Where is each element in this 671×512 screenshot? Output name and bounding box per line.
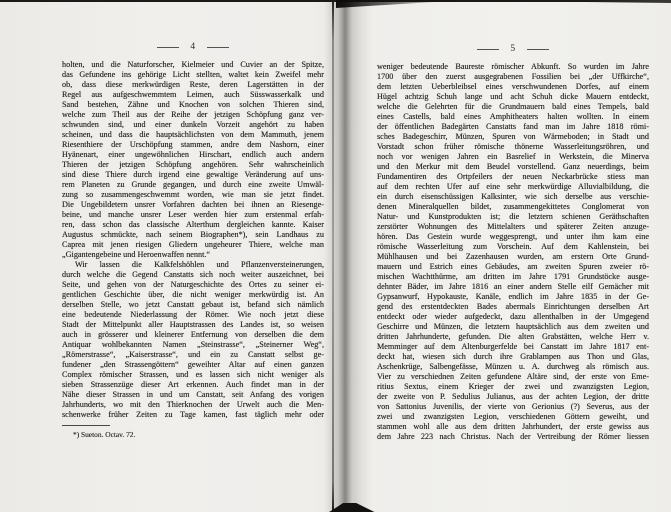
text-line: Nähe dieser Strassen in und um Canstatt, seit Anfang des vorigen [62, 390, 324, 399]
text-line: und den Merkur mit dem Beudel vorstellend. Ganz neuerdings, beim [377, 162, 649, 171]
text-line: von Sattonius Juvenilis, der vierte von Gerionius (?) Severus, aus der [377, 402, 649, 411]
text-line: Complex römischer Strassen, und es lassen sich nicht weniger als [62, 370, 324, 379]
text-line: zung so zusammengeschwemmt worden, wie man sie jetzt findet. [62, 190, 324, 199]
page-number-left: 4 [190, 42, 196, 52]
text-line: 1700 über den zuerst ausgegrabenen Fossilien bei „der Uffkirche“, [377, 72, 649, 81]
text-line: gentlichen Geschichte über, die nicht weniger merkwürdig ist. An [62, 290, 324, 299]
text-line: welche die Gelehrten für die Grundmauern bald eines Tempels, bald [377, 102, 649, 111]
text-line: Fundamentiren des Ortpfeilers der neuen Neckarbrücke stiess man [377, 172, 649, 181]
text-line: Thieren der jetzigen Schöpfung angehören. Sehr wahrscheinlich [62, 160, 324, 169]
text-line: Hyänenart, einer ungewöhnlichen Hirschart, endlich auch andern [62, 150, 324, 159]
text-line: beine, und manche unsrer Leser werden hier zum erstenmal erfah- [62, 210, 324, 219]
text-line: Die Ungebildetern unsrer Vorfahren dachten bei ihnen an Riesenge- [62, 200, 324, 209]
text-line: Vorstadt schon früher römische thönerne Wasserleitungsröhren, und [377, 142, 649, 151]
text-line: „Gigantengebeine und Heroenwaffen nennt.“ [62, 250, 211, 259]
footnote-rule [62, 425, 110, 426]
text-line: Memminger auf dem Altenburgerfelde bei Canstatt im Jahre 1817 ent- [377, 342, 649, 351]
text-line: auch in grösserer und kleinerer Entfernung von derselben die dem [62, 330, 324, 339]
text-line: Seite, und gehen von der Naturgeschichte des Ortes zu seiner ei- [62, 280, 324, 289]
text-line: scheinen, und dass die hauptsächlichsten von dem Mammuth, jenem [62, 130, 324, 139]
text-line: Hügel achtzig Schuh lange und acht Schuh dicke Mauern entdeckt, [377, 92, 649, 101]
scan-top-edge [0, 0, 671, 2]
text-line: denen Mineralquellen bildet, zusammengekittetes Conglomerat von [377, 202, 649, 211]
text-line: hören. Das Gestein wurde weggesprengt, und unter ihm kam eine [377, 232, 649, 241]
text-line: Caprea mit jenen riesigen Gliedern ungeheurer Thiere, welche man [62, 240, 324, 249]
text-line: fundener „den Strassengöttern“ geweihter Altar auf einen ganzen [62, 360, 324, 369]
text-line: deckt hat, wiesen sich durch ihre Grablampen aus Thon und Glas, [377, 352, 649, 361]
text-line: Wir lassen die Kalkfelshöhlen und Pflanzenversteinerungen, [75, 260, 324, 269]
text-line: sieben Strassenzüge dieser Art erkennen. Auch findet man in der [62, 380, 324, 389]
text-line: Mühlhausen und bei Zazenhausen wurden, am erstern Orte Grund- [377, 252, 649, 261]
text-line: dritten Jahrhunderte, gefunden. Die alten Grabstätten, welche Herr v. [377, 332, 649, 341]
text-line: ritius Sextus, einem Krieger der zwei und zwanzigsten Legion, [377, 382, 649, 391]
scan-top-gutter-shadow [336, 0, 466, 8]
text-line: sind diese Thiere durch irgend eine gewaltige Veränderung auf uns- [62, 170, 324, 179]
text-line: entdeckt oder wieder aufgedeckt, dazu allenthalben in der Umgegend [377, 312, 649, 321]
text-line: sches Badegeschirr, Münzen, Spuren von Wärmeboden; in Stadt und [377, 132, 649, 141]
text-line: eines Castells, bald eines Amphitheaters halten wollten. In einem [377, 112, 649, 121]
text-line: dehnter Bäder, im Jahre 1816 an einer andern Stelle eilf Gemächer mit [377, 282, 649, 291]
text-line: weniger bedeutende Baureste römischer Abkunft. So wurden im Jahre [377, 62, 649, 71]
text-line: Gypsanwurf, Hypokauste, Kanäle, endlich im Jahre 1835 in der Ge- [377, 292, 649, 301]
text-line: Antiquar wohlbekannten Namen „Steinstrasse“, „Steinerner Weg“, [62, 340, 324, 349]
text-line: mauern und Estrich eines Gebäudes, am zweiten Spuren zweier rö- [377, 262, 649, 271]
page-header-left [62, 42, 324, 52]
page-header-right [377, 44, 649, 54]
text-line: zwei und zwanzigsten Legion, verschiedenen Göttern geweiht, und [377, 412, 649, 421]
text-line: auf dem rechten Ufer auf eine sehr merkwürdige Alluvialbildung, die [377, 182, 649, 191]
text-line: stammen wohl alle aus dem dritten Jahrhundert, der erste gewiss aus [377, 422, 649, 431]
text-line: ein durch eisenschüssigen Kalksinter, wie sich derselbe aus verschie- [377, 192, 649, 201]
gutter-page-edge [332, 0, 334, 512]
text-line: ob, dass diese merkwürdigen Reste, deren Lagerstätten in der [62, 80, 324, 89]
text-line: Vier zu verschiednen Zeiten gefundene Altäre sind, der erste von Eme- [377, 372, 649, 381]
text-line: zerstörter Wohnungen des Mittelalters und späterer Zeiten anzuge- [377, 222, 649, 231]
page-number-right: 5 [510, 44, 516, 54]
text-line: Stadt der Mittelpunkt aller Hauptstrassen des Landes ist, so weisen [62, 320, 324, 329]
text-line: Jahrhunderts, wo mit den Thierknochen der Urwelt auch die Men- [62, 400, 324, 409]
text-line: gend des erstentdeckten Bades abermals Einrichtungen derselben Art [377, 302, 649, 311]
header-rule [527, 49, 549, 50]
text-line: dem Jahre 223 nach Christus. Nach der Vertreibung der Römer liessen [377, 432, 649, 441]
text-line: noch vor wenigen Jahren ein Basrelief in Werkstein, die Minerva [377, 152, 649, 161]
text-line: rem Planeten zu Grunde gegangen, und durch eine zweite Umwäl- [62, 180, 324, 189]
text-line: holten, und die Naturforscher, Kielmeier und Cuvier an der Spitze, [62, 60, 324, 69]
page-right [377, 44, 649, 442]
header-rule [477, 49, 499, 50]
text-line: ren, dass schon das classische Alterthum dergleichen kannte. Kaiser [62, 220, 324, 229]
text-line: Augustus schmückte, nach seinem Biographen*), sein Landhaus zu [62, 230, 324, 239]
footnote-text: *) Sueton. Octav. 72. [73, 430, 136, 439]
page-text-right [377, 62, 649, 442]
text-line: Aschenkrüge, Salbengefässe, Münzen u. A. durchweg als römisch aus. [377, 362, 649, 371]
text-line: „Römerstrasse“, „Kaiserstrasse“, und ein zu Canstatt selbst ge- [62, 350, 324, 359]
header-rule [207, 47, 229, 48]
text-line: Riesenthiere der Urschöpfung stammen, andre dem Nashorn, einer [62, 140, 324, 149]
text-line: das Gefundene ins gehörige Licht stellten, waltet kein Zweifel mehr [62, 70, 324, 79]
text-line: dem letzten Ueberbleibsel eines verschwundenen Dorfes, auf einem [377, 82, 649, 91]
text-line: Sand bestehen, Zähne und Knochen von solchen Thieren sind, [62, 100, 324, 109]
text-line: Natur- und Kunstprodukten ist; die letztern schienen Geräthschaften [377, 212, 649, 221]
text-line: welche zum Theil aus der Reihe der jetzigen Schöpfung ganz ver- [62, 110, 324, 119]
text-line: schwunden sind, und einer dunkeln Vorzeit angehört zu haben [62, 120, 324, 129]
header-rule [157, 47, 179, 48]
text-line: derselben Stelle, wo jetzt Canstatt gebaut ist, befand sich nämlich [62, 300, 324, 309]
text-line: der zweite von P. Sedulius Julianus, aus der achten Legion, der dritte [377, 392, 649, 401]
page-left [62, 42, 324, 439]
text-line: Geschirre und Münzen, die letztern hauptsächlich aus dem zweiten und [377, 322, 649, 331]
scan-top-right-edge [586, 0, 671, 3]
text-line: römische Wasserleitung zum Vorschein. Auf dem Kahlenstein, bei [377, 242, 649, 251]
text-line: durch welche die Gegend Canstatts sich noch weiter auszeichnet, bei [62, 270, 324, 279]
text-line: Regel aus aufgeschwemmtem Leimen, auch Süsswasserkalk und [62, 90, 324, 99]
text-line: der öffentlichen Badegärten Canstatts fand man im Jahre 1818 römi- [377, 122, 649, 131]
text-line: mischen Wachtthürme, am dritten im Jahre 1791 Grundstöcke ausge- [377, 272, 649, 281]
text-line: eine bedeutende Niederlassung der Römer. Wie noch jetzt diese [62, 310, 324, 319]
page-text-left [62, 60, 324, 420]
text-line: schenwerke früher Zeiten zu Tage kamen, fast täglich mehr oder [62, 410, 324, 419]
